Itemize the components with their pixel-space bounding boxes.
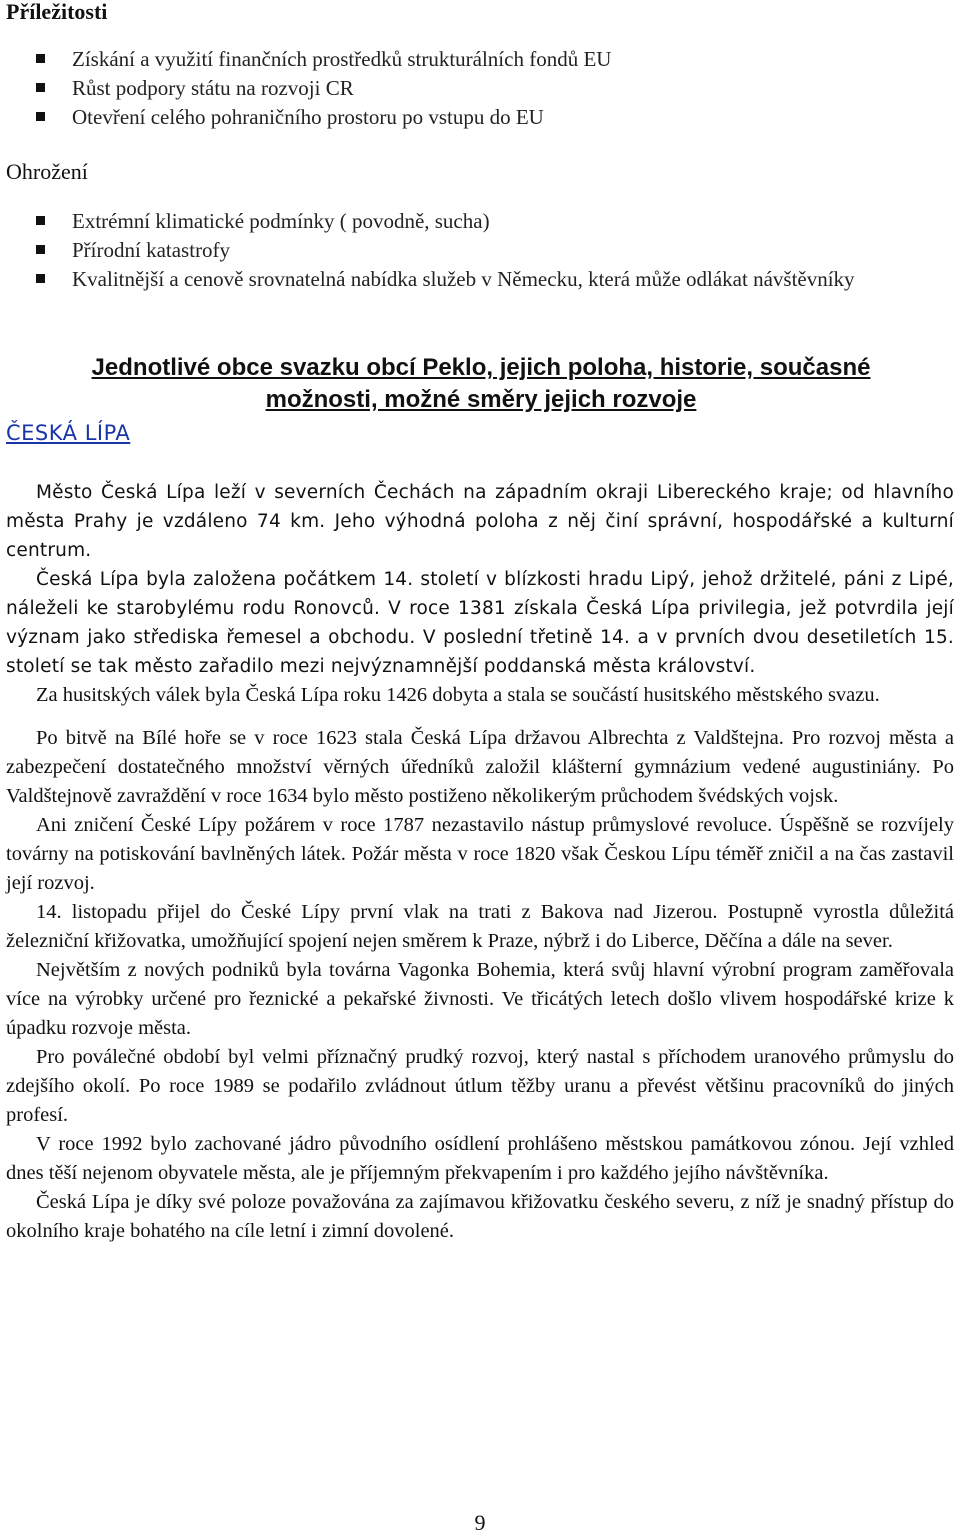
threats-list (0, 207, 960, 294)
paragraph: Město Česká Lípa leží v severních Čechách na západním okraji Libereckého kraje; od hlavního města Prahy je vzdáleno 74 km. Jeho výhodná poloha z něj činí správní, hospodářské a kulturní centrum. (6, 482, 954, 561)
square-bullet-icon (36, 54, 45, 63)
page-number: 9 (474, 1510, 486, 1535)
section-title: Jednotlivé obce svazku obcí Peklo, jejich poloha, historie, současné možnosti, možné směry jejich rozvoje (91, 354, 871, 413)
list-item-text: Kvalitnější a cenově srovnatelná nabídka služeb v Německu, která může odlákat návštěvníky (72, 267, 855, 291)
paragraph: Po bitvě na Bílé hoře se v roce 1623 stala Česká Lípa državou Albrechta z Valdštejna. Pro rozvoj města a zabezpečení dostatečného množství věrných úředníků založil klášterní gymnázium vedené augustiniány. Po Valdštejnově zavraždění v roce 1634 bylo město postiženo několikerým průchodem švédských vojsk. (6, 727, 954, 807)
paragraph: Ani zničení České Lípy požárem v roce 1787 nezastavilo nástup průmyslové revoluce. Úspěšně se rozvíjely továrny na potiskování bavlněných látek. Požár města v roce 1820 však Českou Lípu téměř zničil a na čas zastavil její rozvoj. (6, 814, 954, 894)
list-item (0, 45, 960, 74)
list-item (0, 236, 960, 265)
town-name-link[interactable]: ČESKÁ LÍPA (6, 421, 131, 445)
list-item-text: Přírodní katastrofy (72, 238, 231, 262)
paragraph: Největším z nových podniků byla továrna Vagonka Bohemia, která svůj hlavní výrobní program zaměřovala více na výrobky určené pro řeznické a pekařské živnosti. Ve třicátých letech došlo vlivem hospodářské krize k úpadku rozvoje města. (6, 959, 954, 1039)
list-item (0, 103, 960, 132)
body-text (6, 478, 954, 1246)
square-bullet-icon (36, 112, 45, 121)
square-bullet-icon (36, 83, 45, 92)
list-item-text: Otevření celého pohraničního prostoru po vstupu do EU (72, 105, 544, 129)
square-bullet-icon (36, 274, 45, 283)
opportunities-list (0, 45, 960, 132)
threats-heading: Ohrožení (6, 159, 88, 184)
paragraph: Česká Lípa byla založena počátkem 14. století v blízkosti hradu Lipý, jehož držitelé, páni z Lipé, náleželi ke starobylému rodu Ronovců. V roce 1381 získala Česká Lípa privilegia, jež potvrdila její význam jako střediska řemesel a obchodu. V poslední třetině 14. a v prvních dvou desetiletích 15. století se tak město zařadilo mezi nejvýznamnější poddanská města království. (6, 569, 954, 677)
paragraph: V roce 1992 bylo zachované jádro původního osídlení prohlášeno městskou památkovou zónou. Její vzhled dnes těší nejenom obyvatele města, ale je příjemným překvapením i pro každého jejího návštěvníka. (6, 1133, 954, 1184)
list-item (0, 265, 960, 294)
paragraph: 14. listopadu přijel do České Lípy první vlak na trati z Bakova nad Jizerou. Postupně vyrostla důležitá železniční křižovatka, umožňující spojení nejen směrem k Praze, nýbrž i do Liberce, Děčína a dále na sever. (6, 901, 954, 952)
square-bullet-icon (36, 216, 45, 225)
list-item-text: Růst podpory státu na rozvoji CR (72, 76, 354, 100)
list-item (0, 207, 960, 236)
paragraph: Pro poválečné období byl velmi příznačný prudký rozvoj, který nastal s příchodem uranového průmyslu do zdejšího okolí. Po roce 1989 se podařilo zvládnout útlum těžby uranu a převést většinu pracovníků do jiných profesí. (6, 1046, 954, 1126)
opportunities-heading: Příležitosti (6, 0, 108, 24)
list-item-text: Extrémní klimatické podmínky ( povodně, sucha) (72, 209, 490, 233)
list-item (0, 74, 960, 103)
list-item-text: Získání a využití finančních prostředků strukturálních fondů EU (72, 47, 612, 71)
paragraph: Za husitských válek byla Česká Lípa roku 1426 dobyta a stala se součástí husitského městského svazu. (36, 684, 880, 706)
paragraph: Česká Lípa je díky své poloze považována za zajímavou křižovatku českého severu, z níž je snadný přístup do okolního kraje bohatého na cíle letní i zimní dovolené. (6, 1191, 954, 1242)
square-bullet-icon (36, 245, 45, 254)
